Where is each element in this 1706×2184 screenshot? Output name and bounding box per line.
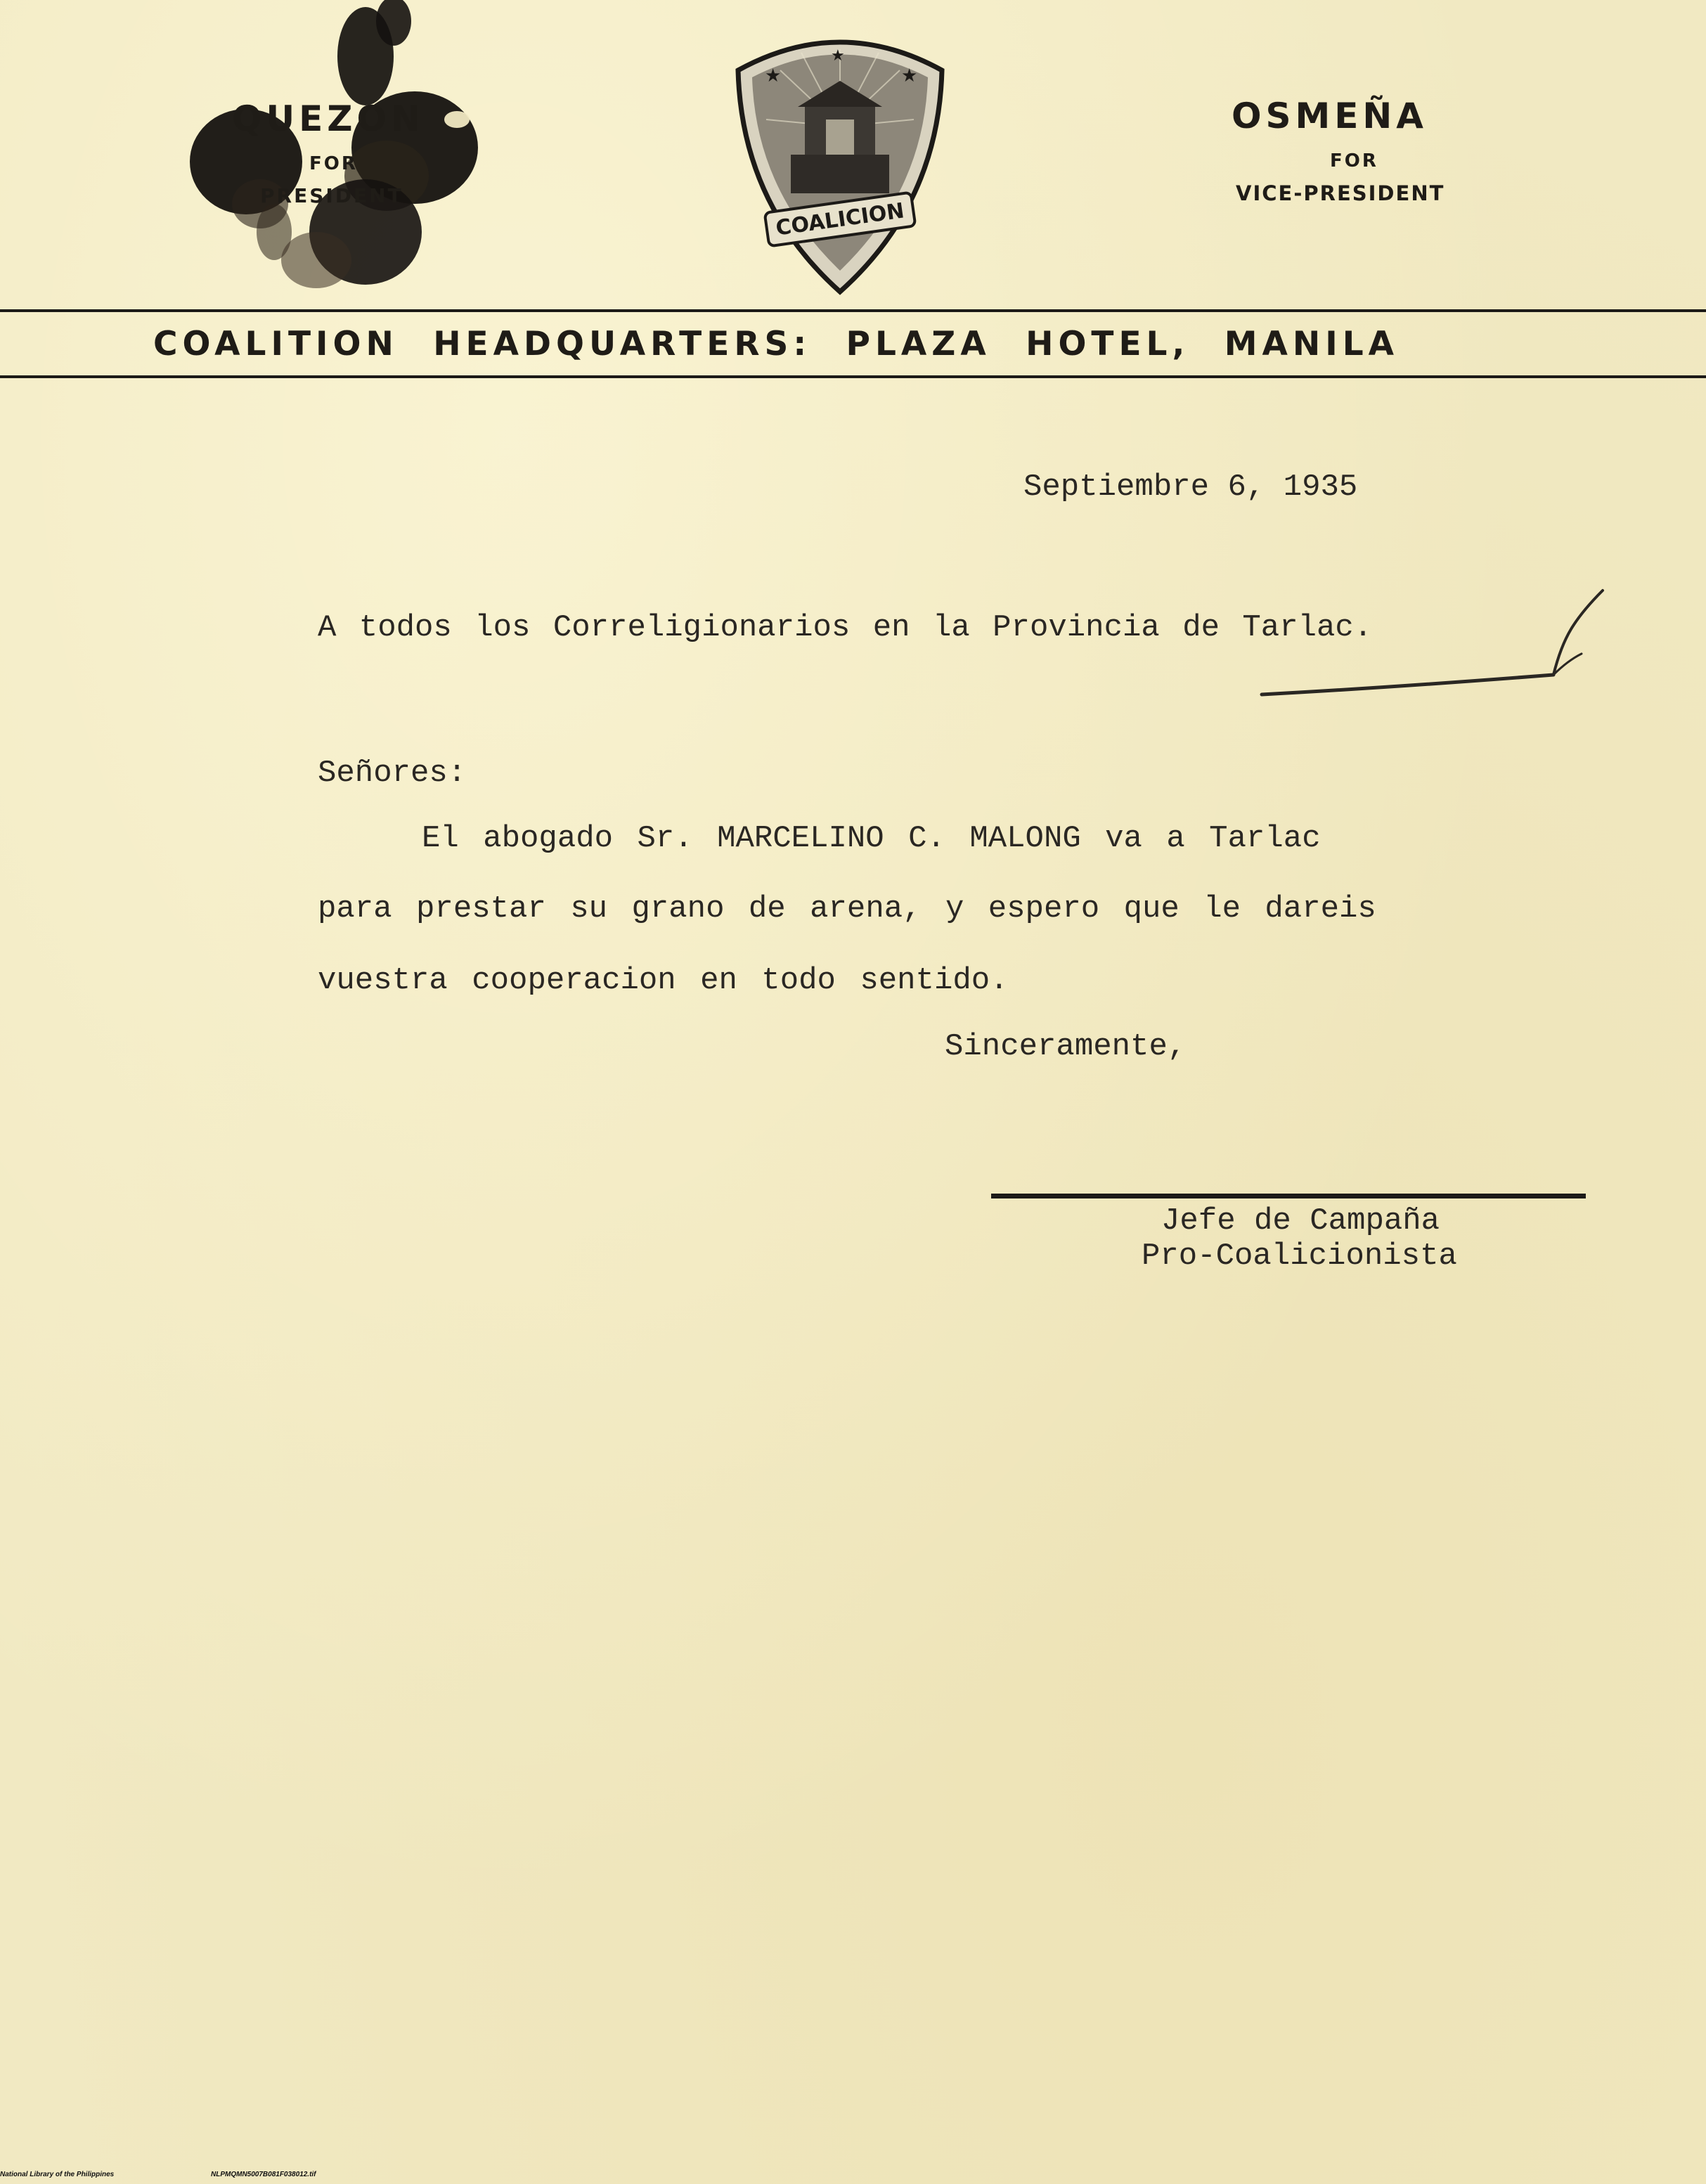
svg-text:★: ★ [831, 47, 845, 65]
letterhead-top-rule [0, 309, 1706, 312]
emblem-label: COALICION [774, 198, 906, 241]
archive-file-id: NLPMQMN5007B081F038012.tif [211, 2171, 316, 2178]
right-candidate-name: OSMEÑA [1232, 96, 1428, 136]
signature-title: Jefe de Campaña [1161, 1203, 1440, 1239]
letter-body-line: para prestar su grano de arena, y espero que le dareis [318, 891, 1376, 926]
letter-body-line: vuestra cooperacion en todo sentido. [318, 963, 1009, 998]
left-office-label: PRESIDENT [260, 184, 403, 207]
letter-body-line: El abogado Sr. MARCELINO C. MALONG va a Tarlac [422, 821, 1321, 856]
left-for-label: FOR [309, 153, 358, 174]
handwritten-check-mark [1251, 562, 1617, 710]
signature-line [991, 1194, 1586, 1198]
right-office-label: VICE-PRESIDENT [1236, 181, 1445, 205]
letter-salutation: Señores: [318, 756, 467, 791]
coalition-shield-emblem [724, 21, 956, 295]
svg-text:★: ★ [901, 65, 918, 86]
letter-date: Septiembre 6, 1935 [1023, 470, 1358, 505]
left-candidate-name: QUEZON [232, 98, 425, 139]
letterhead-bottom-rule [0, 375, 1706, 378]
ink-smudge [84, 0, 520, 302]
archive-library-label: National Library of the Philippines [0, 2171, 115, 2178]
letter-closing: Sinceramente, [945, 1029, 1187, 1064]
headquarters-line: COALITION HEADQUARTERS: PLAZA HOTEL, MANILA [153, 325, 1400, 363]
signature-subtitle: Pro-Coalicionista [1142, 1239, 1457, 1274]
right-for-label: FOR [1330, 150, 1378, 172]
letter-addressee: A todos los Correligionarios en la Provincia de Tarlac. [318, 610, 1373, 645]
svg-text:★: ★ [765, 65, 782, 86]
